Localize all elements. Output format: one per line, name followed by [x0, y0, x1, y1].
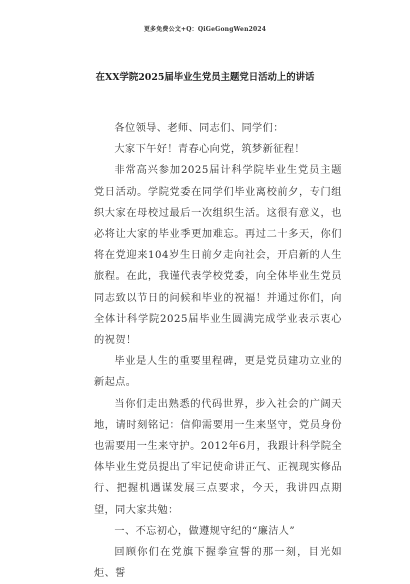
- body-paragraph: 非常高兴参加2025届计科学院毕业生党员主题党日活动。学院党委在同学们毕业离校前夕，专门组织大家在母校过最后一次组织生活。这很有意义，也必将让大家的毕业季更加难忘。再过二十多天，你们将在党迎来104岁生日前夕走向社会，开启新的人生旅程。在此，我谨代表学校党委，向全体毕业生党员同志致以节日的问候和毕业的祝福！并通过你们，向全体计科学院2025届毕业生圆满完成学业表示衷心的祝贺！: [94, 165, 342, 347]
- document-title: 在XX学院2025届毕业生党员主题党日活动上的讲话: [95, 72, 315, 83]
- section-heading: 一、不忘初心，做遵规守纪的“廉洁人”: [114, 525, 296, 537]
- greeting: 大家下午好！青春心向党，筑梦新征程！: [114, 144, 305, 156]
- header-note: 更多免费公文+Q：QiGeGongWen2024: [143, 26, 267, 33]
- body-paragraph: 毕业是人生的重要里程碑，更是党员建功立业的新起点。: [94, 356, 342, 389]
- salutation: 各位领导、老师、同志们、同学们：: [114, 123, 284, 134]
- body-paragraph: 当你们走出熟悉的代码世界，步入社会的广阔天地，请时刻铭记：信仰需要用一生来坚守，党员身份也需要用一生来守护。2012年6月，我跟计科学院全体毕业生党员提出了牢记使命讲正气、正视现实修品行、把握机遇谋发展三点要求，今天，我讲四点期望，同大家共勉：: [94, 398, 342, 516]
- document-body: [94, 118, 342, 584]
- body-paragraph: 回顾你们在党旗下握拳宣誓的那一刻，目光如炬、誓: [94, 547, 342, 580]
